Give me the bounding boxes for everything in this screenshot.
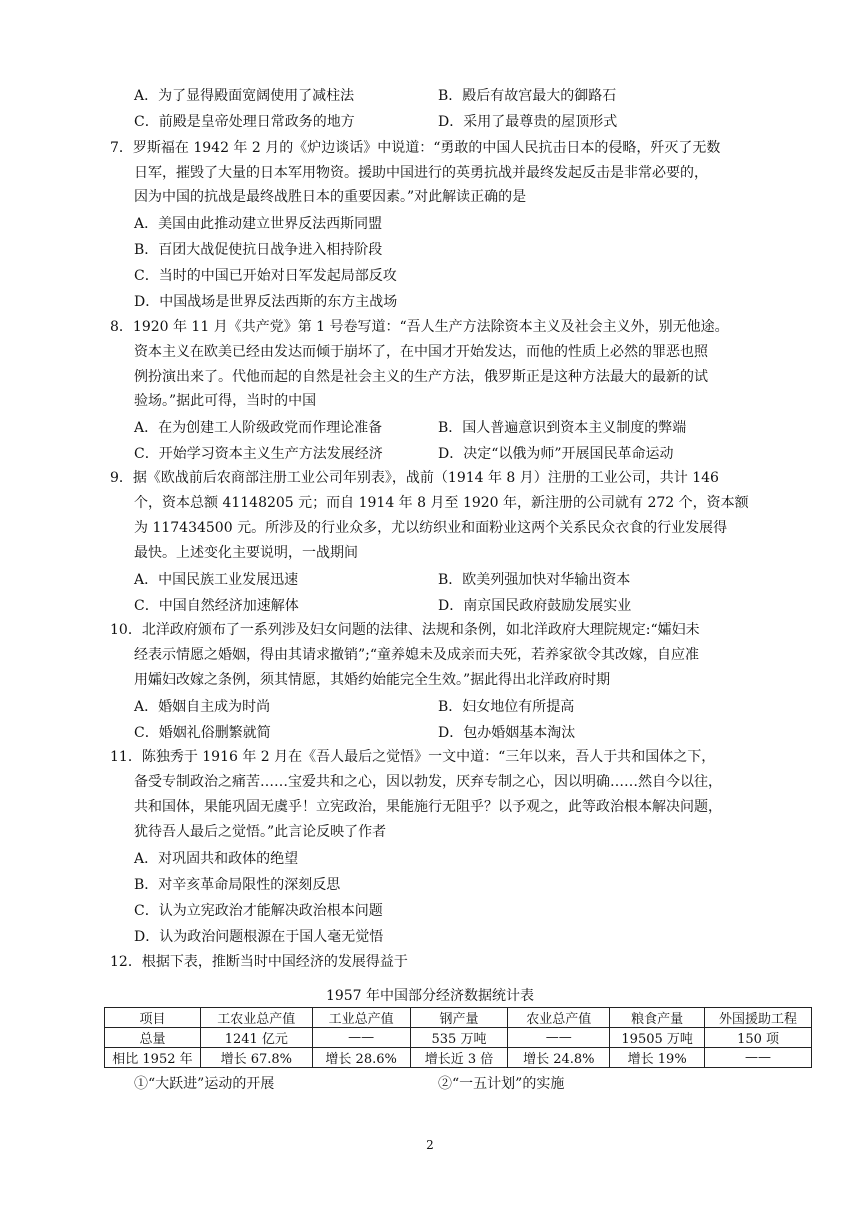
table-cell: 增长近 3 倍 bbox=[410, 1048, 508, 1068]
q10-stem-line: 10．北洋政府颁布了一系列涉及妇女问题的法律、法规和条例，如北洋政府大理院规定:“孀妇未 bbox=[110, 622, 700, 638]
q6-option-d: D．采用了最尊贵的屋顶形式 bbox=[438, 114, 618, 130]
q9-option-b: B．欧美列强加快对华输出资本 bbox=[438, 572, 631, 588]
q9-option-c: C．中国自然经济加速解体 bbox=[134, 598, 299, 614]
table-cell: 增长 19% bbox=[610, 1048, 705, 1068]
q11-option-d: D．认为政治问题根源在于国人毫无觉悟 bbox=[134, 929, 384, 945]
q8-stem-line: 例扮演出来了。代他而起的自然是社会主义的生产方法，俄罗斯正是这种方法最大的最新的试 bbox=[134, 369, 708, 385]
q8-option-d: D．决定“以俄为师”开展国民革命运动 bbox=[438, 446, 674, 462]
q8-stem-line: 资本主义在欧美已经由发达而倾于崩坏了，在中国才开始发达，而他的性质上必然的罪恶也照 bbox=[134, 344, 708, 360]
table-cell: —— bbox=[508, 1028, 610, 1048]
q12-option-1: ①“大跃进”运动的开展 bbox=[134, 1076, 275, 1092]
q11-stem-line: 共和国体，果能巩固无虞乎！立宪政治，果能施行无阻乎？以予观之，此等政治根本解决问题， bbox=[134, 799, 722, 815]
q10-option-d: D．包办婚姻基本淘汰 bbox=[438, 725, 576, 741]
q12-stem: 12．根据下表，推断当时中国经济的发展得益于 bbox=[110, 954, 408, 970]
table-header-cell: 外国援助工程 bbox=[705, 1008, 812, 1028]
q11-stem-line: 犹待吾人最后之觉悟。”此言论反映了作者 bbox=[134, 824, 387, 840]
q7-option-b: B．百团大战促使抗日战争进入相持阶段 bbox=[134, 242, 383, 258]
q10-option-c: C．婚姻礼俗删繁就简 bbox=[134, 725, 271, 741]
table-header-cell: 粮食产量 bbox=[610, 1008, 705, 1028]
q12-option-2: ②“一五计划”的实施 bbox=[438, 1076, 565, 1092]
q7-option-a: A．美国由此推动建立世界反法西斯同盟 bbox=[134, 216, 383, 232]
table-caption: 1957 年中国部分经济数据统计表 bbox=[325, 988, 535, 1004]
q9-stem-line: 最快。上述变化主要说明，一战期间 bbox=[134, 545, 358, 561]
q11-stem-line: 备受专制政治之痛苦……宝爱共和之心，因以勃发，厌弃专制之心，因以明确……然自今以往， bbox=[134, 774, 722, 790]
table-header-cell: 农业总产值 bbox=[508, 1008, 610, 1028]
q8-option-b: B．国人普遍意识到资本主义制度的弊端 bbox=[438, 420, 687, 436]
q9-option-d: D．南京国民政府鼓励发展实业 bbox=[438, 598, 632, 614]
q6-option-a: A．为了显得殿面宽阔使用了减柱法 bbox=[134, 88, 355, 104]
table-cell: 总量 bbox=[105, 1028, 201, 1048]
q11-option-c: C．认为立宪政治才能解决政治根本问题 bbox=[134, 903, 383, 919]
q9-stem-line: 个，资本总额 41148205 元；而自 1914 年 8 月至 1920 年，新注册的公司就有 272 个，资本额 bbox=[134, 495, 749, 511]
q7-stem-line: 日军，摧毁了大量的日本军用物资。援助中国进行的英勇抗战并最终发起反击是非常必要的， bbox=[134, 165, 708, 181]
q8-stem-line: 8．1920 年 11 月《共产党》第 1 号卷写道：“吾人生产方法除资本主义及社会主义外，别无他途。 bbox=[110, 319, 729, 335]
q7-stem-line: 因为中国的抗战是最终战胜日本的重要因素。”对此解读正确的是 bbox=[134, 189, 527, 205]
q10-stem-line: 用孀妇改嫁之条例，须其情愿，其婚约始能完全生效。”据此得出北洋政府时期 bbox=[134, 672, 611, 688]
table-header-row bbox=[105, 1008, 812, 1028]
q11-option-a: A．对巩固共和政体的绝望 bbox=[134, 851, 299, 867]
table-header-cell: 钢产量 bbox=[410, 1008, 508, 1028]
q6-option-c: C．前殿是皇帝处理日常政务的地方 bbox=[134, 114, 355, 130]
q8-option-c: C．开始学习资本主义生产方法发展经济 bbox=[134, 446, 383, 462]
q10-option-b: B．妇女地位有所提高 bbox=[438, 699, 575, 715]
table-cell: 增长 24.8% bbox=[508, 1048, 610, 1068]
table-cell: 535 万吨 bbox=[410, 1028, 508, 1048]
table-header-cell: 工业总产值 bbox=[312, 1008, 410, 1028]
q8-option-a: A．在为创建工人阶级政党而作理论准备 bbox=[134, 420, 383, 436]
q11-option-b: B．对辛亥革命局限性的深刻反思 bbox=[134, 877, 341, 893]
table-row bbox=[105, 1048, 812, 1068]
table-header-cell: 工农业总产值 bbox=[200, 1008, 312, 1028]
q9-stem-line: 9．据《欧战前后农商部注册工业公司年别表》，战前（1914 年 8 月）注册的工业公司，共计 146 bbox=[110, 470, 719, 486]
table-row bbox=[105, 1028, 812, 1048]
q10-stem-line: 经表示情愿之婚姻，得由其请求撤销”;“童养媳未及成亲而夫死，若养家欲令其改嫁，自应准 bbox=[134, 647, 700, 663]
table-cell: 1241 亿元 bbox=[200, 1028, 312, 1048]
table-cell: —— bbox=[705, 1048, 812, 1068]
q10-option-a: A．婚姻自主成为时尚 bbox=[134, 699, 271, 715]
table-cell: 150 项 bbox=[705, 1028, 812, 1048]
table-cell: 增长 67.8% bbox=[200, 1048, 312, 1068]
q6-option-b: B．殿后有故宫最大的御路石 bbox=[438, 88, 617, 104]
q7-stem-line: 7．罗斯福在 1942 年 2 月的《炉边谈话》中说道：“勇敢的中国人民抗击日本的侵略，歼灭了无数 bbox=[110, 140, 721, 156]
page-number: 2 bbox=[426, 1138, 434, 1152]
table-header-cell: 项目 bbox=[105, 1008, 201, 1028]
table-cell: —— bbox=[312, 1028, 410, 1048]
table-cell: 19505 万吨 bbox=[610, 1028, 705, 1048]
q11-stem-line: 11．陈独秀于 1916 年 2 月在《吾人最后之觉悟》一文中道：“三年以来，吾人于共和国体之下， bbox=[110, 749, 716, 765]
q7-option-c: C．当时的中国已开始对日军发起局部反攻 bbox=[134, 268, 397, 284]
q9-option-a: A．中国民族工业发展迅速 bbox=[134, 572, 299, 588]
q7-option-d: D．中国战场是世界反法西斯的东方主战场 bbox=[134, 294, 398, 310]
table-cell: 相比 1952 年 bbox=[105, 1048, 201, 1068]
economic-data-table bbox=[104, 1007, 812, 1068]
table-cell: 增长 28.6% bbox=[312, 1048, 410, 1068]
q9-stem-line: 为 117434500 元。所涉及的行业众多，尤以纺织业和面粉业这两个关系民众衣食的行业发展得 bbox=[134, 520, 728, 536]
q8-stem-line: 验场。”据此可得，当时的中国 bbox=[134, 393, 317, 409]
